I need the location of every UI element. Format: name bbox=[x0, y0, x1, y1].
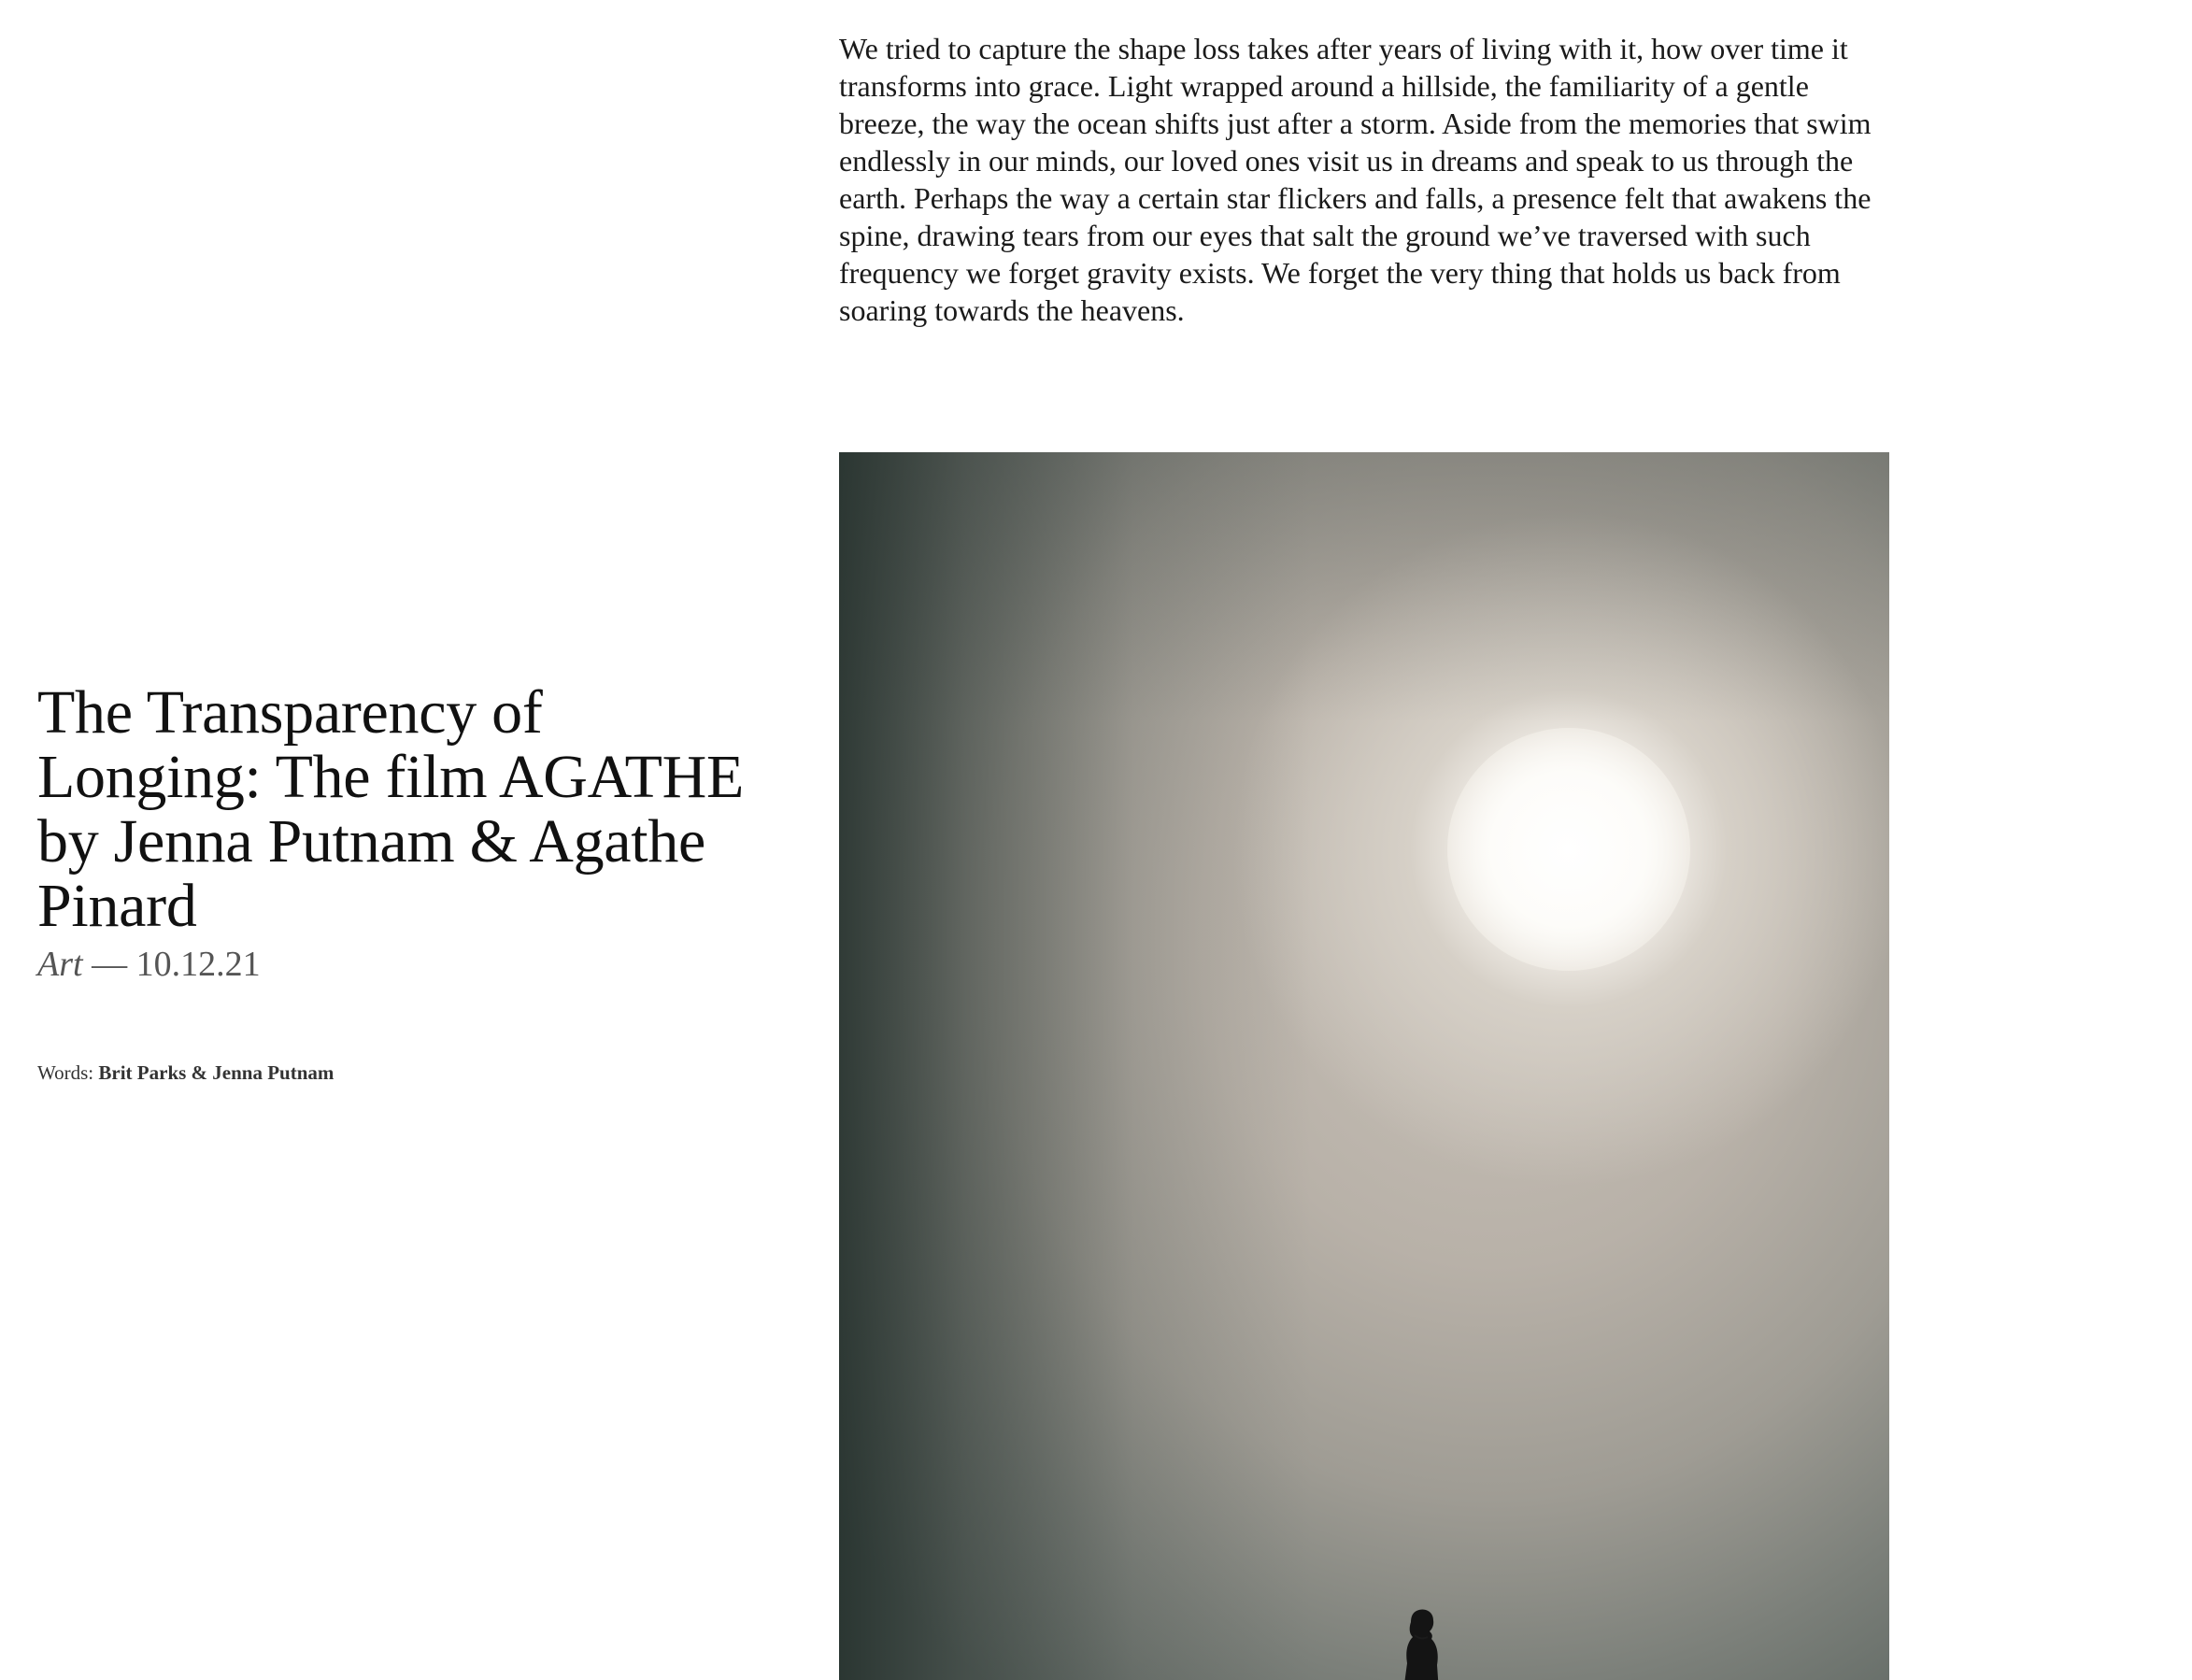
article-title: The Transparency of Longing: The film AGATHE by Jenna Putnam & Agathe Pinard bbox=[37, 678, 745, 940]
article-meta bbox=[37, 944, 747, 985]
article-header bbox=[37, 680, 747, 985]
article-date: 10.12.21 bbox=[135, 945, 261, 984]
meta-separator: — bbox=[82, 945, 136, 984]
silhouette-figure-icon bbox=[1396, 1607, 1446, 1680]
article-photo bbox=[839, 452, 1889, 1680]
byline bbox=[37, 1060, 334, 1086]
article-category[interactable]: Art bbox=[37, 945, 83, 984]
photo-sun bbox=[1447, 728, 1690, 971]
body-paragraph: We tried to capture the shape loss takes after years of living with it, how over time it transforms into grace. Light wrapped around a hillside, the familiarity of a gentle breeze, the way the ocean shifts just after a storm. Aside from the memories that swim endlessly in our minds, our loved ones visit us in dreams and speak to us through the earth. Perhaps the way a certain star flickers and falls, a presence felt that awakens the spine, drawing tears from our eyes that salt the ground we’ve traversed with such frequency we forget gravity exists. We forget the very thing that holds us back from soaring towards the heavens. bbox=[839, 32, 1872, 327]
photo-vignette bbox=[839, 452, 1889, 1680]
byline-label: Words: bbox=[37, 1061, 99, 1084]
byline-authors: Brit Parks & Jenna Putnam bbox=[98, 1061, 334, 1084]
